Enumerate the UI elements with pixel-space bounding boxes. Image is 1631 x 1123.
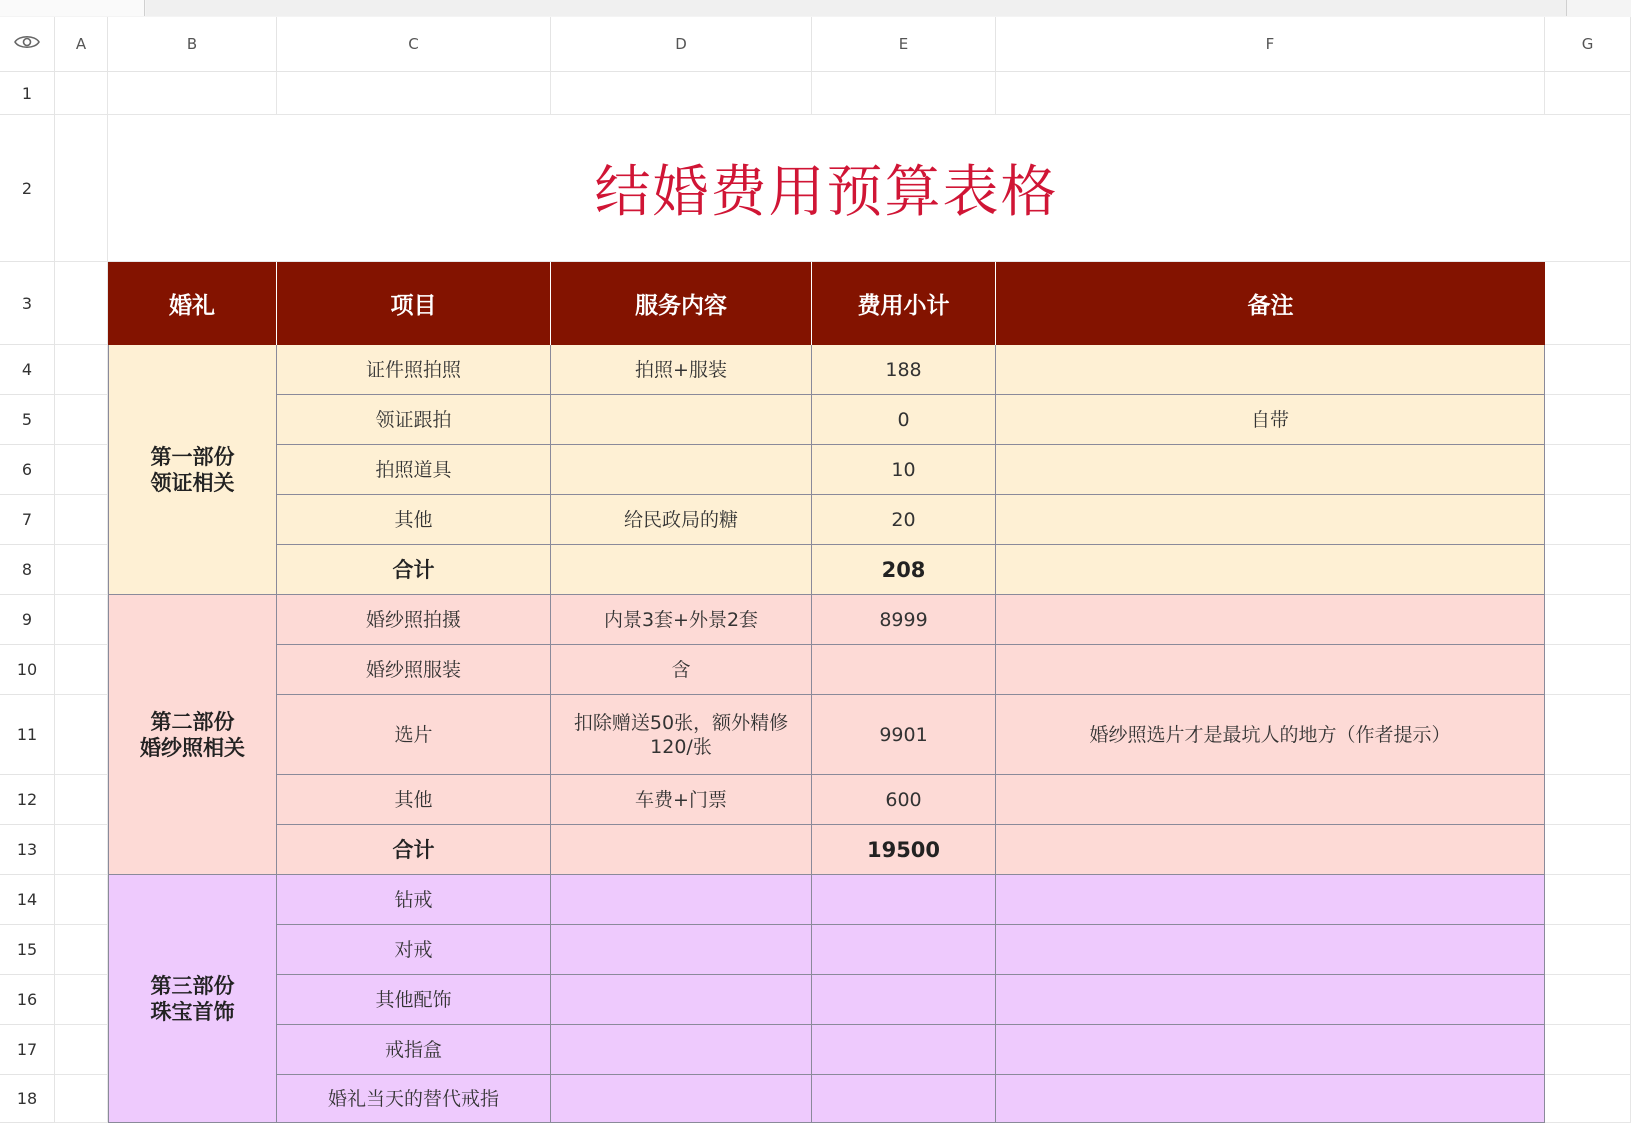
cell[interactable] [1545,72,1631,115]
cell[interactable] [55,645,108,695]
table-cost-cell[interactable]: 10 [812,445,996,495]
table-item-cell[interactable]: 其他配饰 [277,975,551,1025]
cell[interactable] [55,262,108,345]
table-service-cell[interactable]: 拍照+服装 [551,345,812,395]
column-header-a[interactable]: A [55,17,108,72]
table-item-cell[interactable]: 选片 [277,695,551,775]
cell[interactable] [55,115,108,262]
cell[interactable] [1545,115,1631,262]
table-note-cell[interactable] [996,345,1545,395]
row-header-15[interactable]: 15 [0,925,55,975]
row-header-4[interactable]: 4 [0,345,55,395]
row-header-18[interactable]: 18 [0,1075,55,1123]
row-header-2[interactable]: 2 [0,115,55,262]
cell[interactable] [812,72,996,115]
total-note-cell[interactable] [996,825,1545,875]
table-cost-cell[interactable]: 8999 [812,595,996,645]
table-cost-cell[interactable] [812,1075,996,1123]
table-cost-cell[interactable]: 20 [812,495,996,545]
cell[interactable] [1545,695,1631,775]
cell[interactable] [1545,595,1631,645]
column-header-f[interactable]: F [996,17,1545,72]
table-cost-cell[interactable] [812,975,996,1025]
table-note-cell[interactable] [996,975,1545,1025]
cell[interactable] [996,72,1545,115]
cell[interactable] [108,72,277,115]
table-note-cell[interactable] [996,875,1545,925]
table-cost-cell[interactable] [812,1025,996,1075]
cell[interactable] [1545,345,1631,395]
formula-bar [0,0,1631,18]
visibility-toggle[interactable] [0,17,55,72]
total-service-cell[interactable] [551,825,812,875]
header-item[interactable]: 项目 [277,262,551,345]
total-item-cell[interactable]: 合计 [277,545,551,595]
table-service-cell[interactable]: 含 [551,645,812,695]
table-note-cell[interactable] [996,445,1545,495]
row-header-10[interactable]: 10 [0,645,55,695]
table-service-cell[interactable]: 给民政局的糖 [551,495,812,545]
row-header-6[interactable]: 6 [0,445,55,495]
cell[interactable] [55,695,108,775]
table-service-cell[interactable] [551,975,812,1025]
total-service-cell[interactable] [551,545,812,595]
cell[interactable] [55,445,108,495]
row-header-13[interactable]: 13 [0,825,55,875]
cell[interactable] [551,72,812,115]
row-header-14[interactable]: 14 [0,875,55,925]
table-cost-cell[interactable]: 188 [812,345,996,395]
cell[interactable] [1545,262,1631,345]
table-service-cell[interactable] [551,395,812,445]
table-item-cell[interactable]: 其他 [277,495,551,545]
table-service-cell[interactable] [551,875,812,925]
table-note-cell[interactable] [996,595,1545,645]
cell[interactable] [1545,875,1631,925]
table-item-cell[interactable]: 婚礼当天的替代戒指 [277,1075,551,1123]
cell[interactable] [1545,1025,1631,1075]
row-header-8[interactable]: 8 [0,545,55,595]
table-item-cell[interactable]: 对戒 [277,925,551,975]
cell[interactable] [55,1075,108,1123]
header-note[interactable]: 备注 [996,262,1545,345]
table-note-cell[interactable] [996,925,1545,975]
row-header-12[interactable]: 12 [0,775,55,825]
group-label-2[interactable]: 第二部份 婚纱照相关 [108,595,277,875]
group-label-1[interactable]: 第一部份 领证相关 [108,345,277,595]
table-item-cell[interactable]: 证件照拍照 [277,345,551,395]
cell[interactable] [55,1025,108,1075]
cell[interactable] [55,545,108,595]
total-cost-cell[interactable]: 208 [812,545,996,595]
table-service-cell[interactable]: 车费+门票 [551,775,812,825]
column-header-d[interactable]: D [551,17,812,72]
header-wedding[interactable]: 婚礼 [108,262,277,345]
table-item-cell[interactable]: 领证跟拍 [277,395,551,445]
row-header-17[interactable]: 17 [0,1025,55,1075]
cell[interactable] [55,72,108,115]
group-label-3[interactable]: 第三部份 珠宝首饰 [108,875,277,1123]
cell[interactable] [1545,445,1631,495]
table-note-cell[interactable] [996,645,1545,695]
table-service-cell[interactable] [551,925,812,975]
cell[interactable] [55,925,108,975]
table-item-cell[interactable]: 戒指盒 [277,1025,551,1075]
table-item-cell[interactable]: 其他 [277,775,551,825]
column-header-e[interactable]: E [812,17,996,72]
row-header-1[interactable]: 1 [0,72,55,115]
row-header-11[interactable]: 11 [0,695,55,775]
table-service-cell[interactable] [551,1025,812,1075]
header-cost[interactable]: 费用小计 [812,262,996,345]
table-item-cell[interactable]: 婚纱照拍摄 [277,595,551,645]
table-item-cell[interactable]: 拍照道具 [277,445,551,495]
cell[interactable] [55,825,108,875]
table-cost-cell[interactable] [812,875,996,925]
header-service[interactable]: 服务内容 [551,262,812,345]
column-header-g[interactable]: G [1545,17,1631,72]
column-header-c[interactable]: C [277,17,551,72]
cell[interactable] [55,775,108,825]
table-cost-cell[interactable]: 600 [812,775,996,825]
table-cost-cell[interactable]: 9901 [812,695,996,775]
cell[interactable] [1545,545,1631,595]
table-note-cell[interactable] [996,1025,1545,1075]
table-cost-cell[interactable] [812,645,996,695]
row-header-3[interactable]: 3 [0,262,55,345]
cell[interactable] [1545,975,1631,1025]
table-note-cell[interactable]: 婚纱照选片才是最坑人的地方（作者提示） [996,695,1545,775]
cell[interactable] [277,72,551,115]
table-note-cell[interactable] [996,495,1545,545]
eye-icon [14,33,40,55]
table-cost-cell[interactable]: 0 [812,395,996,445]
table-cost-cell[interactable] [812,925,996,975]
table-item-cell[interactable]: 婚纱照服装 [277,645,551,695]
table-note-cell[interactable]: 自带 [996,395,1545,445]
cell[interactable] [55,395,108,445]
cell[interactable] [1545,1075,1631,1123]
row-header-9[interactable]: 9 [0,595,55,645]
formula-input[interactable] [146,0,1567,16]
table-service-cell[interactable] [551,1075,812,1123]
total-note-cell[interactable] [996,545,1545,595]
cell[interactable] [55,975,108,1025]
cell[interactable] [1545,825,1631,875]
cell[interactable] [1545,395,1631,445]
table-service-cell[interactable] [551,445,812,495]
row-header-5[interactable]: 5 [0,395,55,445]
cell[interactable] [1545,775,1631,825]
table-service-cell[interactable]: 扣除赠送50张，额外精修120/张 [551,695,812,775]
table-note-cell[interactable] [996,775,1545,825]
row-header-16[interactable]: 16 [0,975,55,1025]
cell[interactable] [55,595,108,645]
total-cost-cell[interactable]: 19500 [812,825,996,875]
table-note-cell[interactable] [996,1075,1545,1123]
cell[interactable] [55,345,108,395]
table-item-cell[interactable]: 钻戒 [277,875,551,925]
cell[interactable] [55,495,108,545]
name-box[interactable] [0,0,145,16]
row-header-7[interactable]: 7 [0,495,55,545]
column-header-b[interactable]: B [108,17,277,72]
sheet-title[interactable]: 结婚费用预算表格 [108,115,1545,262]
cell[interactable] [1545,925,1631,975]
cell[interactable] [1545,495,1631,545]
total-item-cell[interactable]: 合计 [277,825,551,875]
table-service-cell[interactable]: 内景3套+外景2套 [551,595,812,645]
cell[interactable] [55,875,108,925]
cell[interactable] [1545,645,1631,695]
